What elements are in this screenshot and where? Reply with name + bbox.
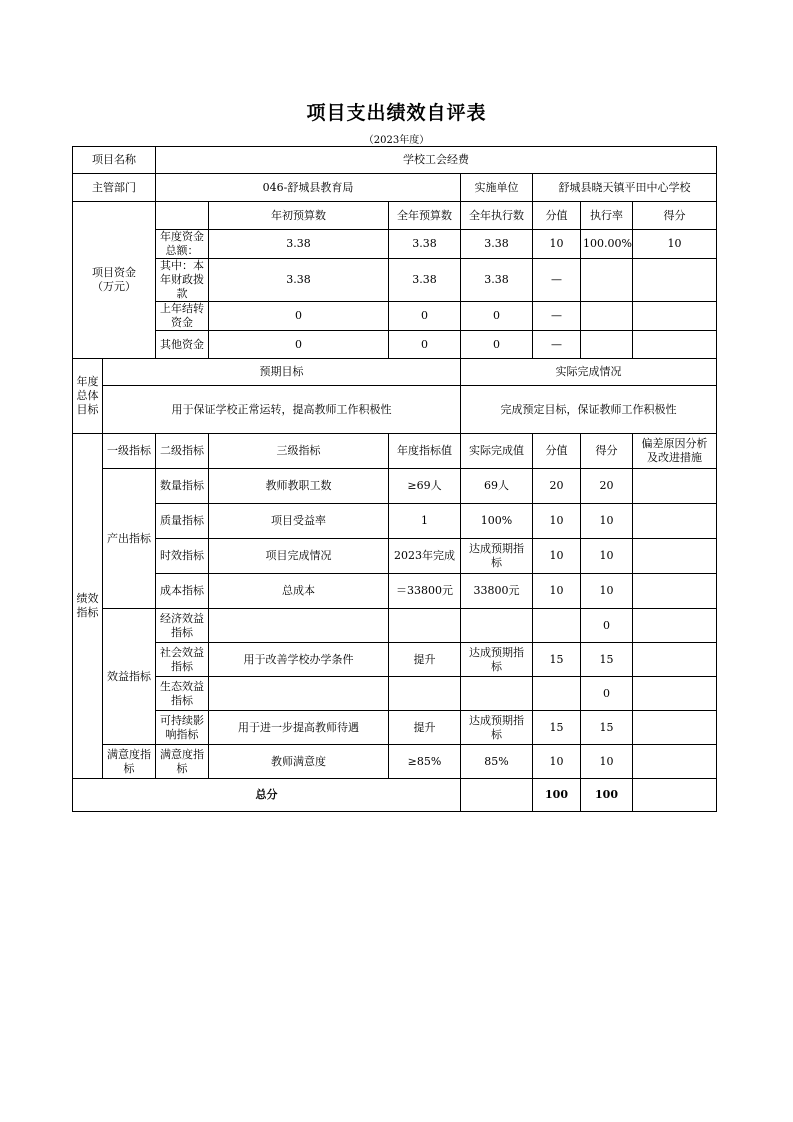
funds-row-cell: 3.38	[389, 230, 461, 259]
indicator-target: 2023年完成	[389, 539, 461, 574]
funds-row-cell: 0	[389, 331, 461, 359]
page-title: 项目支出绩效自评表	[306, 102, 487, 124]
indicator-level3: 用于进一步提高教师待遇	[209, 711, 389, 745]
indicator-header: 二级指标	[156, 434, 209, 469]
funds-label: 项目资金 （万元）	[73, 202, 156, 359]
total-note	[633, 779, 717, 812]
funds-row-cell: —	[533, 302, 581, 331]
indicator-score	[533, 677, 581, 711]
indicator-level3	[209, 609, 389, 643]
funds-row-cell	[633, 302, 717, 331]
indicators-label: 绩效 指标	[73, 434, 103, 779]
indicator-actual: 达成预期指 标	[461, 643, 533, 677]
indicator-header: 偏差原因分析 及改进措施	[633, 434, 717, 469]
indicator-header: 实际完成值	[461, 434, 533, 469]
funds-row-cell: 3.38	[389, 259, 461, 302]
funds-row-cell: 0	[209, 331, 389, 359]
project-name-label: 项目名称	[73, 147, 156, 174]
indicator-level2: 生态效益 指标	[156, 677, 209, 711]
funds-row-name: 上年结转资金	[156, 302, 209, 331]
indicator-got: 10	[581, 574, 633, 609]
self-evaluation-table	[72, 146, 717, 812]
funds-row-name: 年度资金总额：	[156, 230, 209, 259]
indicator-level2: 成本指标	[156, 574, 209, 609]
indicator-note	[633, 469, 717, 504]
funds-row-cell: 0	[209, 302, 389, 331]
indicator-level2: 社会效益 指标	[156, 643, 209, 677]
funds-row-cell: 10	[533, 230, 581, 259]
funds-row-cell: 3.38	[461, 230, 533, 259]
funds-row-name: 其他资金	[156, 331, 209, 359]
dept-value: 046-舒城县教育局	[156, 174, 461, 202]
indicator-target: 提升	[389, 711, 461, 745]
goals-label: 年度 总体 目标	[73, 359, 103, 434]
funds-header-blank	[156, 202, 209, 230]
indicator-level3: 用于改善学校办学条件	[209, 643, 389, 677]
indicator-actual	[461, 677, 533, 711]
indicator-level1: 效益指标	[103, 609, 156, 745]
funds-row-name: 其中：本年财政拨款	[156, 259, 209, 302]
indicator-score: 10	[533, 504, 581, 539]
indicator-got: 20	[581, 469, 633, 504]
funds-row-cell: 0	[461, 331, 533, 359]
indicator-level1: 满意度指 标	[103, 745, 156, 779]
goals-actual-label: 实际完成情况	[461, 359, 717, 386]
indicator-note	[633, 504, 717, 539]
indicator-header: 一级指标	[103, 434, 156, 469]
unit-label: 实施单位	[461, 174, 533, 202]
indicator-level2: 可持续影 响指标	[156, 711, 209, 745]
funds-row-cell	[581, 302, 633, 331]
indicator-level3: 项目完成情况	[209, 539, 389, 574]
indicator-got: 0	[581, 609, 633, 643]
page-subtitle: （2023年度）	[363, 135, 430, 146]
indicator-actual: 达成预期指 标	[461, 711, 533, 745]
funds-header: 得分	[633, 202, 717, 230]
funds-header: 年初预算数	[209, 202, 389, 230]
indicator-actual: 33800元	[461, 574, 533, 609]
goals-expected-label: 预期目标	[103, 359, 461, 386]
indicator-got: 10	[581, 745, 633, 779]
funds-row-cell	[581, 331, 633, 359]
funds-row-cell: 100.00%	[581, 230, 633, 259]
indicator-actual: 100%	[461, 504, 533, 539]
indicator-level2: 经济效益 指标	[156, 609, 209, 643]
indicator-note	[633, 711, 717, 745]
indicator-header: 年度指标值	[389, 434, 461, 469]
funds-header: 全年预算数	[389, 202, 461, 230]
indicator-target	[389, 609, 461, 643]
total-actual	[461, 779, 533, 812]
indicator-header: 三级指标	[209, 434, 389, 469]
indicator-score: 15	[533, 643, 581, 677]
indicator-got: 0	[581, 677, 633, 711]
indicator-level2: 数量指标	[156, 469, 209, 504]
indicator-level3: 教师教职工数	[209, 469, 389, 504]
indicator-score: 20	[533, 469, 581, 504]
total-label: 总分	[73, 779, 461, 812]
funds-row-cell: 3.38	[209, 230, 389, 259]
funds-row-cell	[633, 259, 717, 302]
indicator-actual: 达成预期指 标	[461, 539, 533, 574]
indicator-header: 分值	[533, 434, 581, 469]
indicator-level2: 满意度指 标	[156, 745, 209, 779]
total-got: 100	[581, 779, 633, 812]
indicator-got: 10	[581, 504, 633, 539]
indicator-target	[389, 677, 461, 711]
indicator-score: 10	[533, 539, 581, 574]
indicator-target: 提升	[389, 643, 461, 677]
funds-row-cell: —	[533, 331, 581, 359]
funds-row-cell: 3.38	[209, 259, 389, 302]
indicator-level2: 时效指标	[156, 539, 209, 574]
indicator-note	[633, 643, 717, 677]
funds-header: 全年执行数	[461, 202, 533, 230]
total-score: 100	[533, 779, 581, 812]
indicator-score: 10	[533, 574, 581, 609]
goals-actual: 完成预定目标，保证教师工作积极性	[461, 386, 717, 434]
indicator-note	[633, 539, 717, 574]
funds-header: 执行率	[581, 202, 633, 230]
indicator-level2: 质量指标	[156, 504, 209, 539]
indicator-got: 10	[581, 539, 633, 574]
funds-header: 分值	[533, 202, 581, 230]
indicator-level1: 产出指标	[103, 469, 156, 609]
indicator-actual: 85%	[461, 745, 533, 779]
funds-row-cell: 3.38	[461, 259, 533, 302]
indicator-target: ＝33800元	[389, 574, 461, 609]
indicator-actual	[461, 609, 533, 643]
indicator-note	[633, 745, 717, 779]
indicator-note	[633, 574, 717, 609]
funds-row-cell: 10	[633, 230, 717, 259]
dept-label: 主管部门	[73, 174, 156, 202]
project-name-value: 学校工会经费	[156, 147, 717, 174]
indicator-level3	[209, 677, 389, 711]
indicator-actual: 69人	[461, 469, 533, 504]
unit-value: 舒城县晓天镇平田中心学校	[533, 174, 717, 202]
funds-row-cell	[633, 331, 717, 359]
indicator-level3: 总成本	[209, 574, 389, 609]
indicator-score: 15	[533, 711, 581, 745]
indicator-note	[633, 677, 717, 711]
indicator-target: ≥85%	[389, 745, 461, 779]
indicator-level3: 项目受益率	[209, 504, 389, 539]
indicator-note	[633, 609, 717, 643]
funds-row-cell	[581, 259, 633, 302]
goals-expected: 用于保证学校正常运转，提高教师工作积极性	[103, 386, 461, 434]
indicator-got: 15	[581, 711, 633, 745]
indicator-target: 1	[389, 504, 461, 539]
indicator-got: 15	[581, 643, 633, 677]
funds-row-cell: 0	[461, 302, 533, 331]
funds-row-cell: 0	[389, 302, 461, 331]
funds-row-cell: —	[533, 259, 581, 302]
indicator-score	[533, 609, 581, 643]
indicator-score: 10	[533, 745, 581, 779]
indicator-header: 得分	[581, 434, 633, 469]
indicator-target: ≥69人	[389, 469, 461, 504]
indicator-level3: 教师满意度	[209, 745, 389, 779]
